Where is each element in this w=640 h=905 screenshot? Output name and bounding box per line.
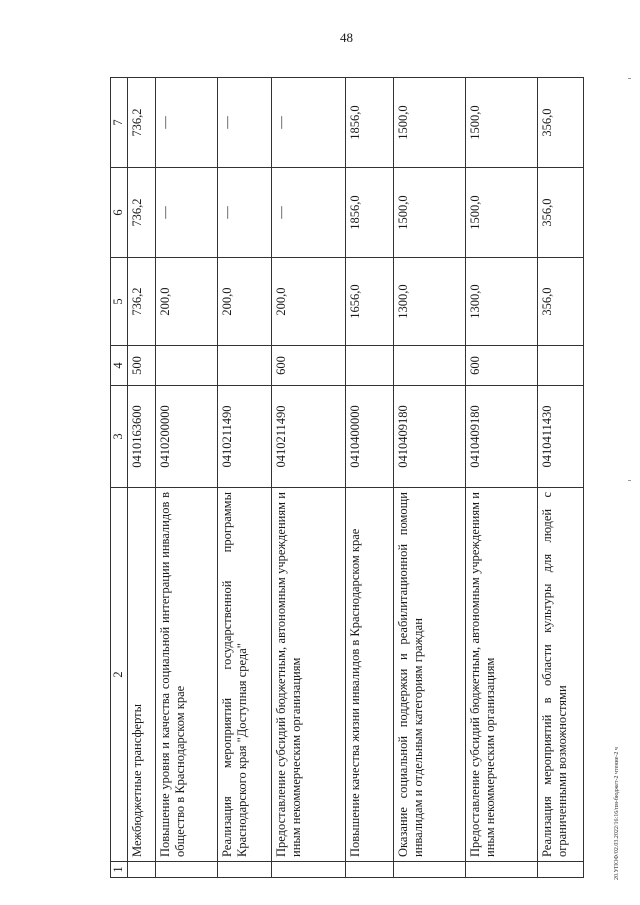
table-body	[111, 78, 584, 878]
column-header: 2	[111, 488, 128, 862]
cell-name: Предоставление субсидий бюджетным, автономным учреждениям и иным некоммерческим организациям	[272, 488, 346, 862]
cell-v5: 356,0	[538, 258, 584, 346]
header-row	[111, 78, 128, 878]
cell-index	[218, 862, 272, 878]
cell-v5: 1300,0	[466, 258, 538, 346]
cell-name: Межбюджетные трансферты	[128, 488, 156, 862]
cell-index	[346, 862, 394, 878]
cell-v6: 1500,0	[394, 168, 466, 258]
cell-v6: 356,0	[538, 168, 584, 258]
cell-v6: 1856,0	[346, 168, 394, 258]
table-row	[466, 78, 538, 878]
cell-v7: —	[156, 78, 218, 168]
cell-type	[394, 346, 466, 386]
table-row	[346, 78, 394, 878]
column-header: 6	[111, 168, 128, 258]
cell-v5: 200,0	[156, 258, 218, 346]
cell-code: 0410411430	[538, 386, 584, 488]
cell-v7: —	[218, 78, 272, 168]
cell-code: 0410409180	[466, 386, 538, 488]
cell-name: Реализация мероприятий в области культуры для людей с ограниченными возможностями	[538, 488, 584, 862]
cell-type	[156, 346, 218, 386]
cell-type	[538, 346, 584, 386]
cell-index	[538, 862, 584, 878]
cell-name: Повышение уровня и качества социальной интеграции инвалидов в общество в Краснодарском крае	[156, 488, 218, 862]
cell-code: 0410200000	[156, 386, 218, 488]
cell-v5: 736,2	[128, 258, 156, 346]
cell-v5: 200,0	[272, 258, 346, 346]
cell-index	[156, 862, 218, 878]
column-header: 4	[111, 346, 128, 386]
table-row	[156, 78, 218, 878]
cell-v7: —	[272, 78, 346, 168]
side-code: 20.УПОФ/02.03.2022/16:16/пм-бюджет-2 чтение-2 ч	[614, 747, 620, 880]
cell-type	[218, 346, 272, 386]
cell-name: Реализация мероприятий государственной программы Краснодарского края "Доступная среда"	[218, 488, 272, 862]
cell-v6: —	[218, 168, 272, 258]
cell-v7: 1856,0	[346, 78, 394, 168]
cell-index	[272, 862, 346, 878]
cell-v5: 200,0	[218, 258, 272, 346]
budget-table	[110, 77, 584, 878]
column-header: 5	[111, 258, 128, 346]
table-row	[394, 78, 466, 878]
column-header: 1	[111, 862, 128, 878]
cell-code: 0410400000	[346, 386, 394, 488]
cell-v5: 1656,0	[346, 258, 394, 346]
column-header: 3	[111, 386, 128, 488]
cell-name: Оказание социальной поддержки и реабилитационной помощи инвалидам и отдельным категориям граждан	[394, 488, 466, 862]
cell-code: 0410211490	[272, 386, 346, 488]
margin-mark	[628, 480, 631, 481]
page-number: 48	[340, 30, 353, 45]
table-row	[218, 78, 272, 878]
cell-code: 0410163600	[128, 386, 156, 488]
cell-v5: 1300,0	[394, 258, 466, 346]
cell-v7: 1500,0	[466, 78, 538, 168]
cell-v6: —	[272, 168, 346, 258]
cell-code: 0410409180	[394, 386, 466, 488]
cell-v7: 1500,0	[394, 78, 466, 168]
cell-v6: 1500,0	[466, 168, 538, 258]
cell-v6: 736,2	[128, 168, 156, 258]
margin-mark	[628, 78, 631, 79]
cell-name: Повышение качества жизни инвалидов в Краснодарском крае	[346, 488, 394, 862]
cell-index	[466, 862, 538, 878]
cell-v7: 356,0	[538, 78, 584, 168]
column-header: 7	[111, 78, 128, 168]
cell-type: 500	[128, 346, 156, 386]
cell-v6: —	[156, 168, 218, 258]
cell-type: 600	[272, 346, 346, 386]
cell-type: 600	[466, 346, 538, 386]
cell-index	[128, 862, 156, 878]
cell-v7: 736,2	[128, 78, 156, 168]
cell-name: Предоставление субсидий бюджетным, автономным учреждениям и иным некоммерческим организациям	[466, 488, 538, 862]
cell-type	[346, 346, 394, 386]
cell-index	[394, 862, 466, 878]
table-row	[272, 78, 346, 878]
cell-code: 0410211490	[218, 386, 272, 488]
budget-table-rotated	[110, 78, 569, 878]
table-row	[538, 78, 584, 878]
table-row	[128, 78, 156, 878]
